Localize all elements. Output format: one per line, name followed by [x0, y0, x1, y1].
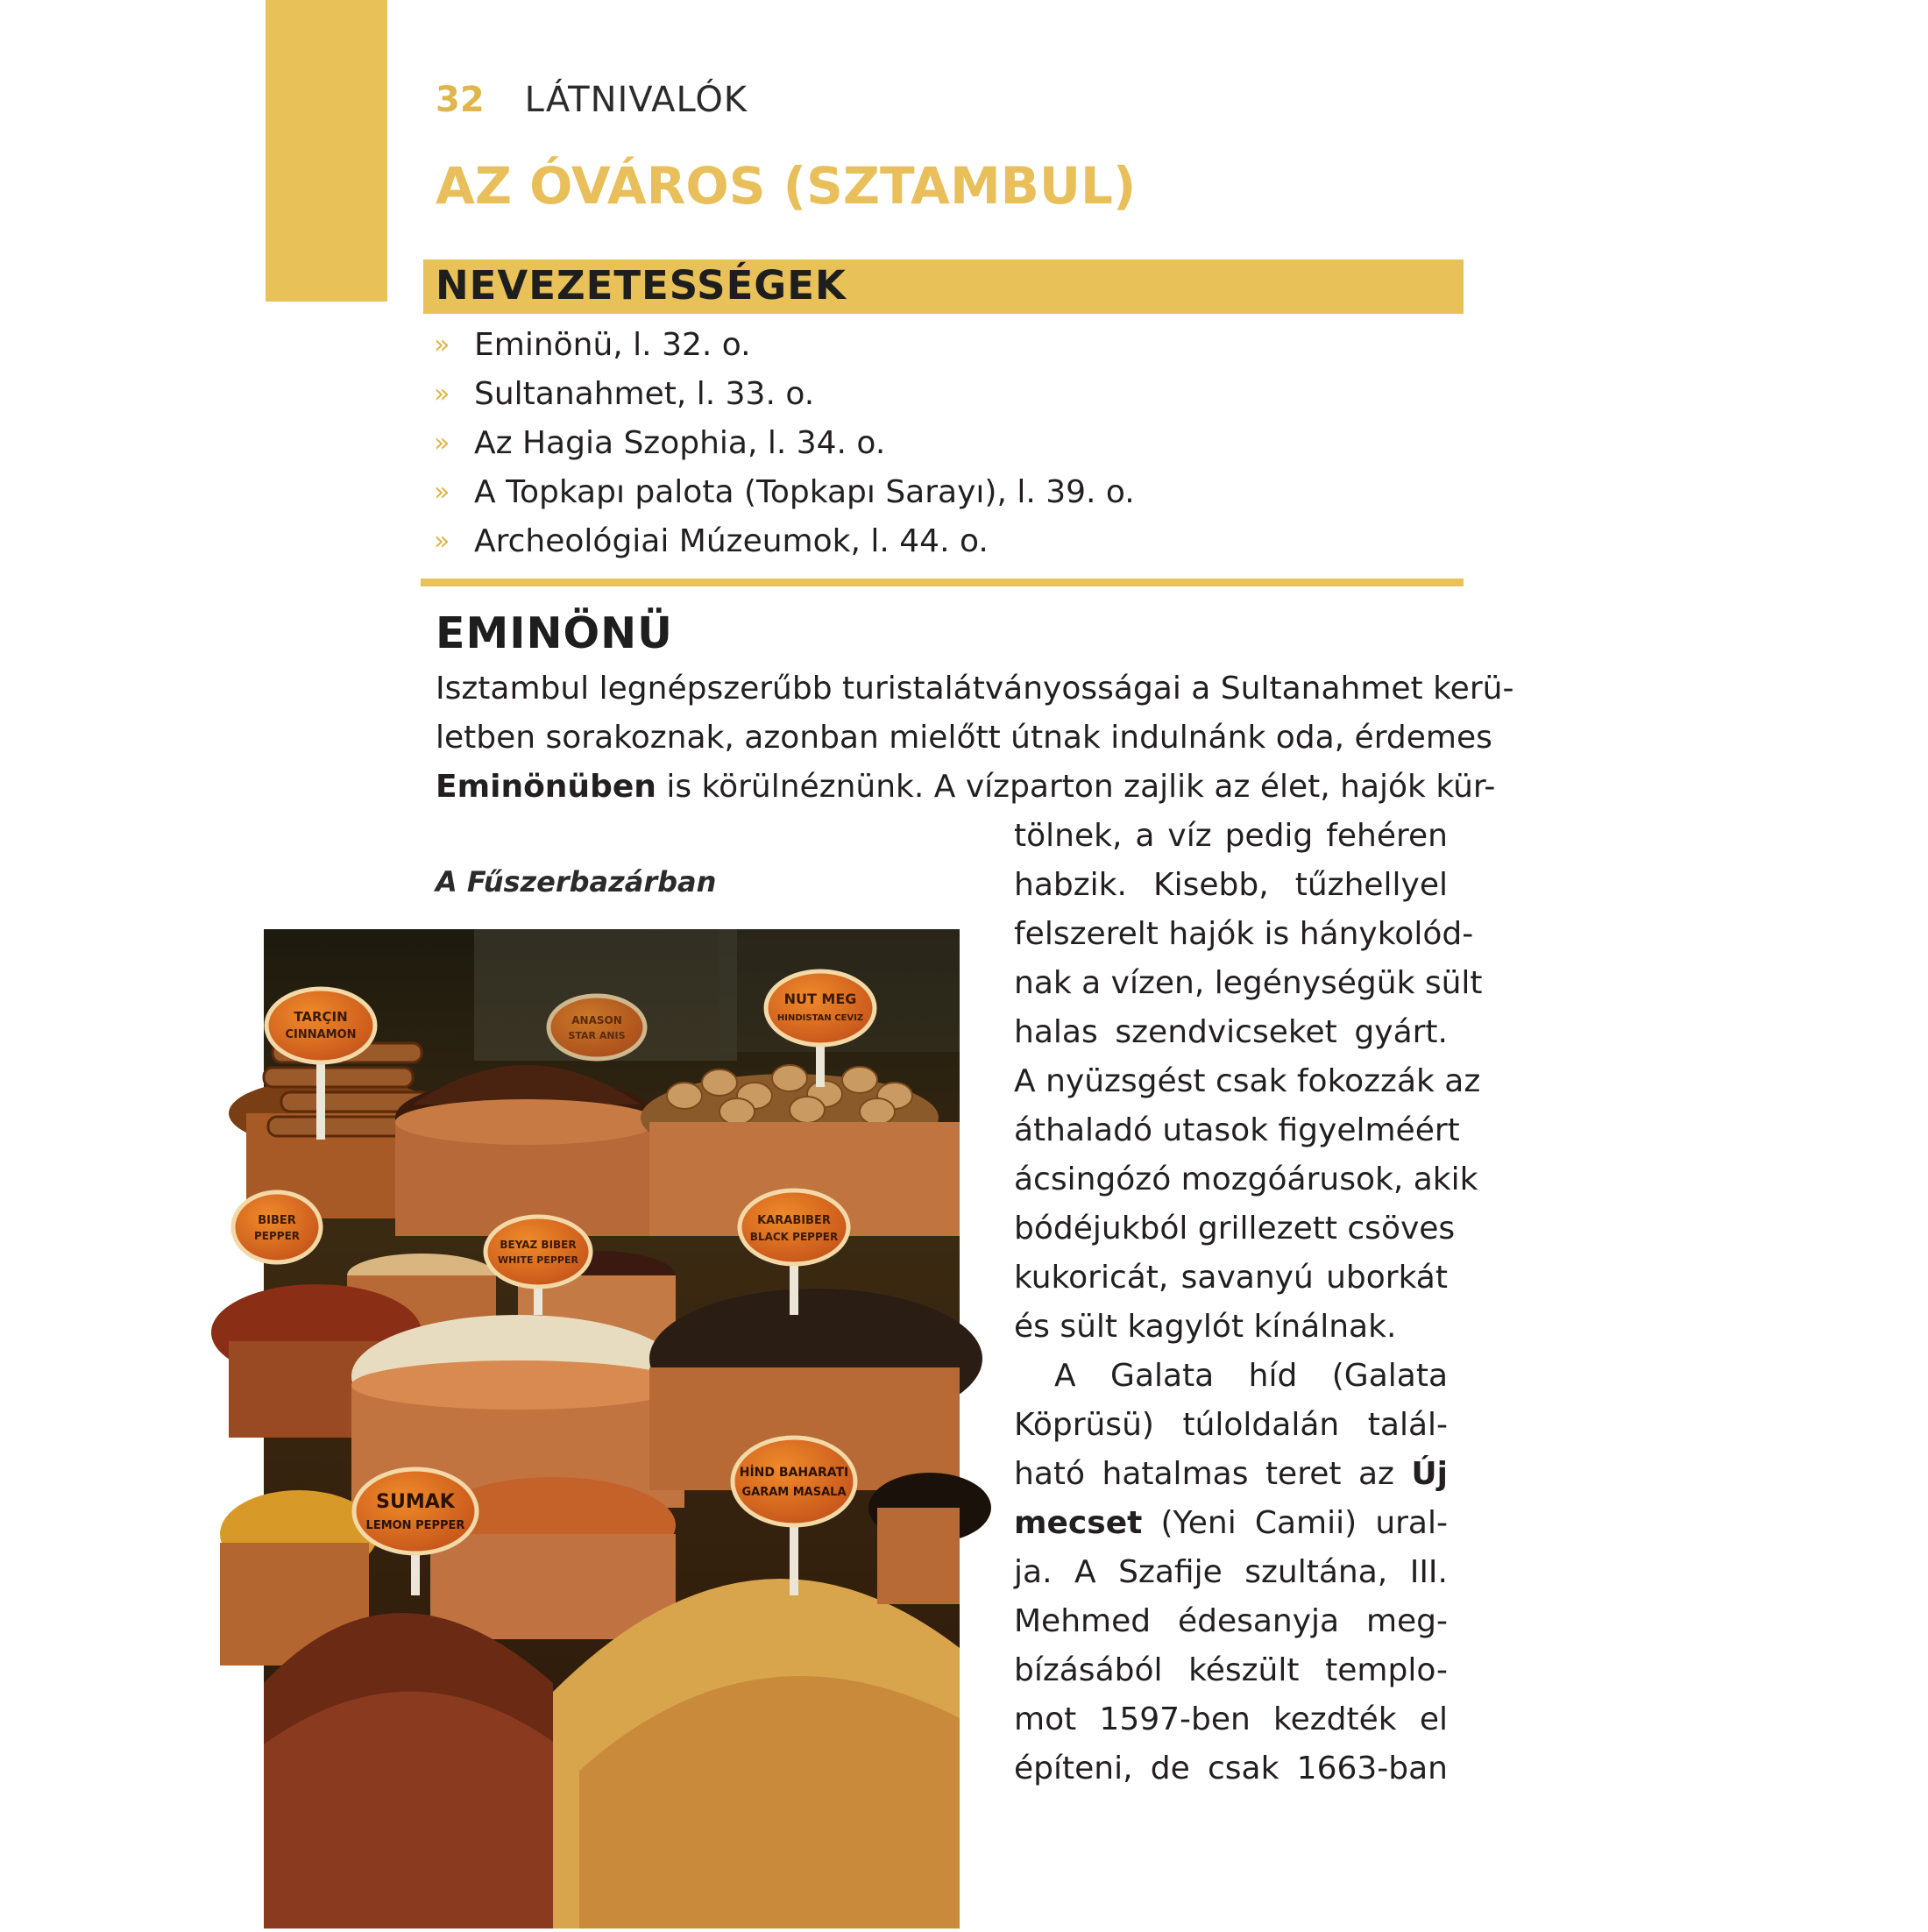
- bullet-icon: »: [434, 525, 450, 557]
- text-line: habzik. Kisebb, tűzhellyel: [1014, 867, 1448, 903]
- chapter-title: AZ ÓVÁROS (SZTAMBUL): [436, 156, 1137, 216]
- text-line: felszerelt hajók is hánykolód-: [1014, 916, 1474, 952]
- bullet-icon: »: [434, 378, 450, 409]
- sign-label: WHITE PEPPER: [498, 1254, 578, 1266]
- text-line: és sült kagylót kínálnak.: [1014, 1309, 1397, 1345]
- text-line: A Galata híd (Galata: [1054, 1358, 1448, 1394]
- text-line: [1014, 1499, 1448, 1548]
- spice-sign-anason: [549, 996, 645, 1059]
- text-span: (Yeni Camii) ural-: [1142, 1505, 1448, 1541]
- text-line: Isztambul legnépszerűbb turistalátványosságai a Sultanahmet kerü-: [436, 671, 1514, 707]
- sight-label: Eminönü, l. 32. o.: [474, 326, 751, 363]
- text-line: kukoricát, savanyú uborkát: [1014, 1260, 1448, 1296]
- list-item: [434, 516, 1135, 565]
- section-heading: EMINÖNÜ: [436, 608, 673, 658]
- list-item: [434, 467, 1135, 516]
- spice-sign-biber: [233, 1192, 321, 1262]
- bold-term: mecset: [1014, 1505, 1143, 1541]
- intro-paragraph: [436, 664, 1514, 812]
- text-line: A nyüzsgést csak fokozzák az: [1014, 1063, 1481, 1099]
- text-line: ácsingózó mozgóárusok, akik: [1014, 1161, 1478, 1197]
- sight-label: Az Hagia Szophia, l. 34. o.: [474, 424, 886, 461]
- sign-label: BIBER: [258, 1214, 296, 1227]
- list-item: [434, 369, 1135, 418]
- text-span: ható hatalmas teret az: [1014, 1456, 1412, 1492]
- text-line: [1014, 1450, 1448, 1499]
- text-line: letben sorakoznak, azonban mielőtt útnak indulnánk oda, érdemes: [436, 720, 1492, 756]
- list-item: [434, 320, 1135, 369]
- text-line: Mehmed édesanyja meg-: [1014, 1603, 1448, 1639]
- sight-label: A Topkapı palota (Topkapı Sarayı), l. 39. o.: [474, 473, 1135, 510]
- sign-label: HINDISTAN CEVIZ: [776, 1013, 864, 1023]
- sign-label: CINNAMON: [285, 1028, 357, 1041]
- section-divider: [421, 579, 1464, 586]
- bold-term: Új: [1411, 1456, 1448, 1492]
- page-number: 32: [436, 80, 485, 120]
- sign-label: BLACK PEPPER: [749, 1231, 839, 1243]
- sign-label: STAR ANIS: [568, 1030, 626, 1041]
- text-line: tölnek, a víz pedig fehéren: [1014, 818, 1448, 854]
- column-text: [1014, 812, 1483, 1793]
- text-line: bízásából készült templo-: [1014, 1652, 1448, 1688]
- bullet-icon: »: [434, 476, 450, 508]
- sign-label: LEMON PEPPER: [365, 1519, 465, 1532]
- sign-label: HİND BAHARATI: [739, 1466, 849, 1480]
- text-span: is körülnéznünk. A vízparton zajlik az élet, hajók kür-: [656, 769, 1496, 805]
- bullet-icon: »: [434, 427, 450, 458]
- text-line: áthaladó utasok figyelméért: [1014, 1112, 1460, 1148]
- list-item: [434, 418, 1135, 467]
- spice-bazaar-photo: [253, 929, 960, 1928]
- text-line: bódéjukból grillezett csöves: [1014, 1211, 1456, 1247]
- sign-label: BEYAZ BIBER: [500, 1239, 577, 1251]
- text-line: halas szendvicseket gyárt.: [1014, 1014, 1448, 1050]
- text-line: [436, 763, 1496, 812]
- sight-label: Sultanahmet, l. 33. o.: [474, 375, 815, 412]
- sights-heading: NEVEZETESSÉGEK: [436, 262, 847, 309]
- sign-label: PEPPER: [253, 1230, 301, 1242]
- running-header: [436, 74, 748, 126]
- bold-term: Eminönüben: [436, 769, 656, 805]
- photo-caption: A Fűszerbazárban: [436, 865, 717, 899]
- sign-label: SUMAK: [376, 1491, 455, 1513]
- text-line: építeni, de csak 1663-ban: [1014, 1751, 1448, 1786]
- sights-list: [434, 320, 1135, 565]
- sign-label: TARÇIN: [294, 1009, 348, 1025]
- sign-label: GARAM MASALA: [741, 1486, 847, 1499]
- corner-accent-block: [266, 0, 387, 302]
- sight-label: Archeológiai Múzeumok, l. 44. o.: [474, 522, 989, 559]
- sign-label: NUT MEG: [783, 991, 857, 1007]
- sign-label: KARABIBER: [757, 1214, 831, 1227]
- sign-label: ANASON: [571, 1014, 622, 1026]
- text-line: Köprüsü) túloldalán talál-: [1014, 1407, 1448, 1443]
- text-line: mot 1597-ben kezdték el: [1014, 1701, 1448, 1737]
- bullet-icon: »: [434, 329, 450, 360]
- section-label: LÁTNIVALÓK: [524, 80, 748, 120]
- text-line: ja. A Szafije szultána, III.: [1014, 1554, 1448, 1590]
- text-line: nak a vízen, legénységük sült: [1014, 965, 1483, 1001]
- spice-photo-illustration: [253, 929, 960, 1928]
